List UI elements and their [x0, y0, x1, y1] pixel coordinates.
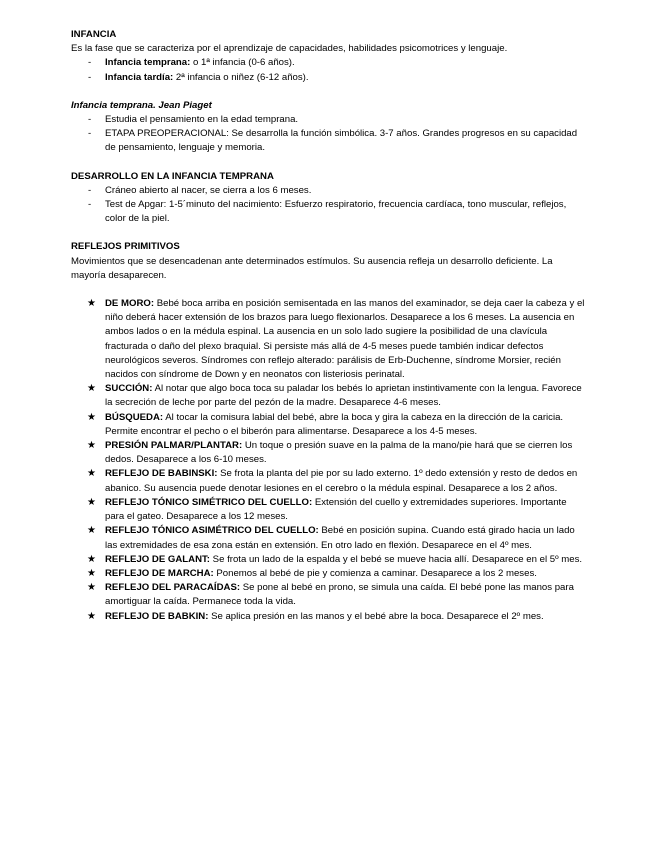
star-icon: ★ — [87, 440, 96, 452]
list-infancia — [71, 56, 585, 84]
list-item: - Infancia temprana: o 1ª infancia (0-6 años). — [88, 57, 295, 69]
heading-infancia: INFANCIA — [71, 29, 117, 40]
star-icon: ★ — [87, 567, 96, 579]
reflex-item: ★ REFLEJO DE BABINSKI: Se frota la planta del pie por su lado externo. 1º dedo extensión y resto de dedos en abanico. Su ausencia puede denotar lesiones en el cerebro o la médula espinal. Desaparece a los 2 años. — [87, 468, 578, 494]
list-piaget — [71, 113, 585, 156]
heading-reflejos: REFLEJOS PRIMITIVOS — [71, 241, 180, 253]
section-reflejos — [71, 240, 585, 623]
section-piaget — [71, 99, 585, 156]
list-desarrollo — [71, 184, 585, 227]
reflex-item: ★ BÚSQUEDA: Al tocar la comisura labial del bebé, abre la boca y gira la cabeza en la dirección de la caricia. Permite encontrar el pecho o el biberón para alimentarse. Desaparece a los 4-5 meses. — [87, 411, 564, 437]
star-icon: ★ — [87, 411, 96, 423]
reflex-item: ★ REFLEJO TÓNICO ASIMÉTRICO DEL CUELLO: Bebé en posición supina. Cuando está girado hacia un lado las extremidades de esa zona están en extensión. En otro lado en flexión. Desaparece en el 4º mes. — [87, 525, 575, 551]
intro-reflejos: Movimientos que se desencadenan ante determinados estímulos. Su ausencia refleja un desarrollo deficiente. La mayoría desaparecen. — [71, 255, 553, 281]
star-icon: ★ — [87, 553, 96, 565]
star-icon: ★ — [87, 468, 96, 480]
reflex-item: ★ PRESIÓN PALMAR/PLANTAR: Un toque o presión suave en la palma de la mano/pie hará que se cierren los dedos. Desaparece a los 6-10 meses. — [87, 440, 573, 466]
star-icon: ★ — [87, 496, 96, 508]
list-reflejos — [71, 297, 585, 624]
reflex-item: ★ REFLEJO DE GALANT: Se frota un lado de la espalda y el bebé se mueve hacia allí. Desaparece en el 5º mes. — [71, 553, 585, 567]
list-item: - Cráneo abierto al nacer, se cierra a los 6 meses. — [88, 184, 312, 196]
reflex-item: ★ REFLEJO DE BABKIN: Se aplica presión en las manos y el bebé abre la boca. Desaparece el 2º mes. — [71, 610, 585, 624]
star-icon: ★ — [87, 383, 96, 395]
star-icon: ★ — [87, 525, 96, 537]
reflex-item: ★ REFLEJO TÓNICO SIMÉTRICO DEL CUELLO: Extensión del cuello y extremidades superiores. Importante para el gateo. Desaparece a los 12 meses. — [87, 496, 567, 523]
list-item: - Estudia el pensamiento en la edad temprana. — [88, 114, 299, 126]
section-infancia — [71, 28, 585, 85]
reflex-item: ★ REFLEJO DEL PARACAÍDAS: Se pone al bebé en prono, se simula una caída. El bebé pone las manos para amortiguar la caída. Permanece toda la vida. — [87, 582, 574, 608]
reflex-item: ★ SUCCIÓN: Al notar que algo boca toca su paladar los bebés lo aprietan instintivamente con la lengua. Favorece la secreción de leche por parte del pezón de la madre. Desaparece 4-6 meses. — [87, 383, 582, 409]
star-icon: ★ — [87, 610, 96, 622]
star-icon: ★ — [87, 298, 96, 310]
reflex-item: ★ DE MORO: Bebé boca arriba en posición semisentada en las manos del examinador, se deja caer la cabeza y el niño deberá hacer extensión de los brazos para luego flexionarlos. Desaparece a los 6 meses. La ausencia en ambos lados o en la médula espinal. La ausencia en un solo lado sugiere la posibilidad de una clavícula fracturada o daño del plexo braquial. Si persiste más allá de 4-5 meses puede también indicar defectos neurológicos severos. Síndromes con reflejo alterado: parálisis de Erb-Duchenne, síndrome Morsier, recién nacidos con síndrome de Down y en neonatos con listeriosis perinatal. — [87, 298, 585, 381]
list-item: - Test de Apgar: 1-5´minuto del nacimiento: Esfuerzo respiratorio, frecuencia cardíaca, tono muscular, reflejos, color de la piel. — [88, 199, 567, 225]
star-icon: ★ — [87, 582, 96, 594]
heading-piaget: Infancia temprana. Jean Piaget — [71, 99, 212, 111]
intro-infancia: Es la fase que se caracteriza por el aprendizaje de capacidades, habilidades psicomotrices y lenguaje. — [71, 43, 508, 55]
heading-desarrollo: DESARROLLO EN LA INFANCIA TEMPRANA — [71, 170, 274, 182]
section-desarrollo — [71, 170, 585, 227]
reflex-item: ★ REFLEJO DE MARCHA: Ponemos al bebé de pie y comienza a caminar. Desaparece a los 2 meses. — [71, 567, 585, 581]
list-item: - ETAPA PREOPERACIONAL: Se desarrolla la función simbólica. 3-7 años. Grandes progresos en su capacidad de pensamiento, lenguaje y memoria. — [88, 128, 578, 154]
list-item: - Infancia tardía: 2ª infancia o niñez (6-12 años). — [88, 71, 309, 83]
